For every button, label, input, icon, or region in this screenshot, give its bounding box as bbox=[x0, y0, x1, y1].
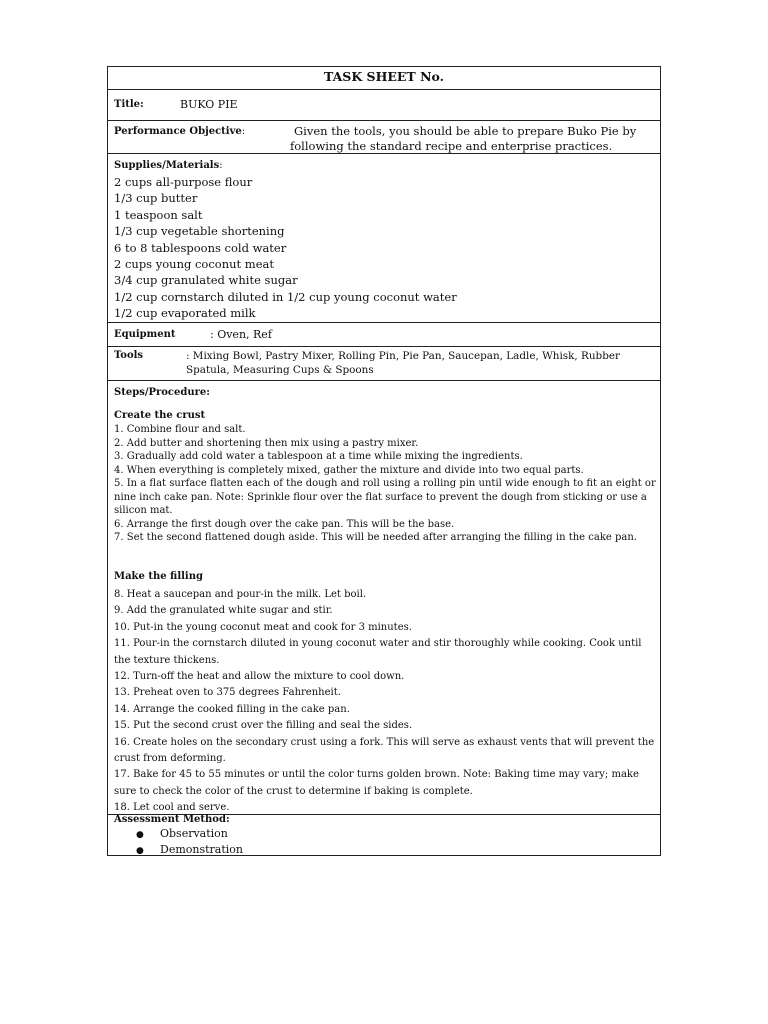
performance-objective-text: Given the tools, you should be able to prepare Buko Pie by following the standard recipe and enterprise practices. bbox=[290, 124, 637, 153]
supply-item: 1/2 cup cornstarch diluted in 1/2 cup young coconut water bbox=[114, 289, 457, 304]
equipment-row bbox=[108, 323, 660, 347]
crust-heading: Create the crust bbox=[114, 410, 206, 421]
supply-item: 1/3 cup vegetable shortening bbox=[114, 224, 285, 239]
assessment-row bbox=[108, 815, 660, 855]
title-label: Title: bbox=[114, 99, 144, 110]
supply-item: 1 teaspoon salt bbox=[114, 207, 203, 222]
step-item: 10. Put-in the young coconut meat and cook for 3 minutes. bbox=[114, 621, 412, 633]
title-value: BUKO PIE bbox=[180, 98, 238, 111]
step-item: 8. Heat a saucepan and pour-in the milk. Let boil. bbox=[114, 589, 367, 600]
crust-steps-list bbox=[114, 423, 656, 545]
step-item: 9. Add the granulated white sugar and stir. bbox=[114, 605, 333, 617]
filling-heading: Make the filling bbox=[114, 571, 203, 582]
step-item: 1. Combine flour and salt. bbox=[114, 424, 246, 435]
step-item: 6. Arrange the first dough over the cake pan. This will be the base. bbox=[114, 518, 455, 530]
supply-item: 1/2 cup evaporated milk bbox=[114, 306, 256, 321]
step-item: 16. Create holes on the secondary crust using a fork. This will serve as exhaust vents that will prevent the crust from deforming. bbox=[114, 736, 655, 765]
step-item: 5. In a flat surface flatten each of the dough and roll using a rolling pin until wide enough to fit an eight or nine inch cake pan. Note: Sprinkle flour over the flat surface to prevent the dough from sticking or use a silicon mat. bbox=[114, 478, 656, 516]
performance-objective-colon: : bbox=[241, 126, 246, 137]
assessment-label: Assessment Method: bbox=[114, 814, 230, 825]
step-item: 13. Preheat oven to 375 degrees Fahrenheit. bbox=[114, 687, 341, 699]
assessment-item bbox=[136, 843, 243, 859]
tools-value: : Mixing Bowl, Pastry Mixer, Rolling Pin, Pie Pan, Saucepan, Ladle, Whisk, Rubber Spatula, Measuring Cups & Spoons bbox=[186, 350, 620, 376]
tools-label: Tools bbox=[114, 350, 144, 361]
supplies-label bbox=[114, 160, 223, 171]
performance-objective-row bbox=[108, 121, 660, 154]
assessment-list bbox=[136, 827, 243, 858]
task-sheet-title: TASK SHEET No. bbox=[323, 69, 444, 84]
assessment-item bbox=[136, 827, 243, 843]
step-item: 12. Turn-off the heat and allow the mixture to cool down. bbox=[114, 671, 405, 683]
step-item: 17. Bake for 45 to 55 minutes or until the color turns golden brown. Note: Baking time may vary; make sure to check the color of the crust to determine if baking is complete. bbox=[114, 769, 639, 797]
step-item: 7. Set the second flattened dough aside. This will be needed after arranging the filling in the cake pan. bbox=[114, 532, 637, 543]
title-row bbox=[108, 90, 660, 121]
supply-item: 6 to 8 tablespoons cold water bbox=[114, 240, 287, 255]
supplies-list bbox=[114, 174, 457, 322]
performance-objective-label bbox=[114, 126, 245, 137]
assessment-item-text: Demonstration bbox=[160, 842, 243, 856]
step-item: 3. Gradually add cold water a tablespoon at a time while mixing the ingredients. bbox=[114, 451, 523, 462]
performance-objective-label-text: Performance Objective bbox=[114, 126, 242, 137]
supply-item: 1/3 cup butter bbox=[114, 191, 198, 206]
task-sheet-table bbox=[107, 66, 661, 856]
bullet-icon: ● bbox=[136, 830, 144, 840]
tools-row bbox=[108, 347, 660, 381]
supplies-colon: : bbox=[219, 160, 223, 171]
steps-row bbox=[108, 381, 660, 815]
assessment-item-text: Observation bbox=[160, 827, 228, 840]
equipment-value: : Oven, Ref bbox=[210, 328, 272, 341]
step-item: 18. Let cool and serve. bbox=[114, 802, 230, 814]
supply-item: 2 cups all-purpose flour bbox=[114, 175, 253, 189]
supply-item: 2 cups young coconut meat bbox=[114, 257, 274, 272]
step-item: 14. Arrange the cooked filling in the cake pan. bbox=[114, 703, 350, 715]
supplies-row bbox=[108, 154, 660, 323]
step-item: 15. Put the second crust over the filling and seal the sides. bbox=[114, 720, 413, 732]
step-item: 2. Add butter and shortening then mix using a pastry mixer. bbox=[114, 437, 419, 449]
supplies-label-text: Supplies/Materials bbox=[114, 160, 220, 171]
task-sheet-heading bbox=[108, 67, 660, 90]
steps-label: Steps/Procedure: bbox=[114, 387, 210, 398]
step-item: 4. When everything is completely mixed, gather the mixture and divide into two equal parts. bbox=[114, 464, 584, 476]
filling-steps-list bbox=[114, 587, 656, 817]
step-item: 11. Pour-in the cornstarch diluted in young coconut water and stir thoroughly while cooking. Cook until the texture thickens. bbox=[114, 638, 642, 666]
bullet-icon: ● bbox=[136, 845, 144, 856]
supply-item: 3/4 cup granulated white sugar bbox=[114, 273, 298, 288]
equipment-label: Equipment bbox=[114, 329, 176, 340]
